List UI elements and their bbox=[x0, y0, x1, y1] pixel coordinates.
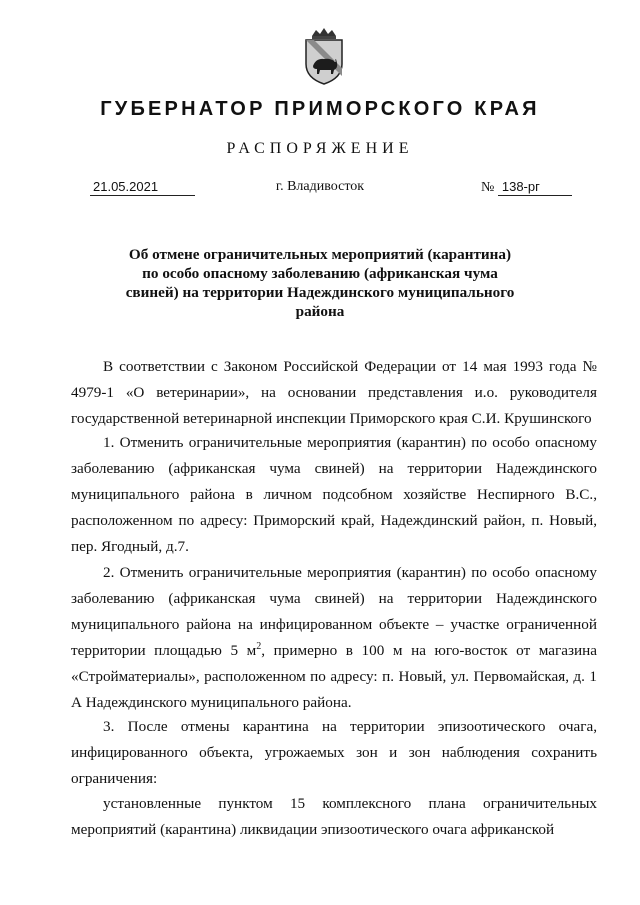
item-3-paragraph: 3. После отмены карантина на территории эпизоотического очага, инфицированного объекта, угрожаемых зон и зон наблюдения сохранить ограничения: bbox=[71, 718, 597, 787]
document-heading: Об отмене ограничительных мероприятий (карантина) по особо опасному заболеванию (африканская чума свиней) на территории Надеждинского муниципального района bbox=[125, 246, 515, 320]
document-number-block bbox=[481, 178, 572, 196]
issuer-title: ГУБЕРНАТОР ПРИМОРСКОГО КРАЯ bbox=[100, 98, 540, 120]
document-number: 138-рг bbox=[498, 178, 572, 196]
item-2-text-a: 2. Отменить ограничительные мероприятия (карантин) по особо опасному заболеванию (африканская чума свиней) на территории Надеждинского муниципального района на инфицированном объекте – участке ограниченной территории площадью 5 м bbox=[71, 564, 597, 659]
document-meta-row bbox=[0, 178, 640, 198]
area-unit-superscript: 2 bbox=[256, 640, 262, 652]
item-2-text-b: , примерно в 100 м на юго-восток от магазина «Стройматериалы», расположенном по адресу: п. Новый, ул. Первомайская, д. 1 А Надеждинского муниципального района. bbox=[71, 642, 598, 711]
coat-of-arms-icon bbox=[300, 28, 348, 86]
item-1-paragraph: 1. Отменить ограничительные мероприятия (карантин) по особо опасному заболеванию (африканская чума свиней) на территории Надеждинского муниципального района в личном подсобном хозяйстве Неспирного В.С., расположенном по адресу: Приморский край, Надеждинский район, п. Новый, пер. Ягодный, д.7. bbox=[71, 434, 597, 555]
number-sign: № bbox=[481, 180, 495, 195]
document-date: 21.05.2021 bbox=[90, 178, 195, 196]
intro-paragraph: В соответствии с Законом Российской Федерации от 14 мая 1993 года № 4979-1 «О ветеринарии», на основании представления и.о. руководителя государственной ветеринарной инспекции Приморского края С.И. Крушинского bbox=[71, 358, 597, 427]
item-2-paragraph bbox=[71, 560, 597, 716]
document-type: РАСПОРЯЖЕНИЕ bbox=[226, 140, 414, 157]
document-city: г. Владивосток bbox=[275, 179, 365, 194]
restrictions-paragraph: установленные пунктом 15 комплексного плана ограничительных мероприятий (карантина) ликвидации эпизоотического очага африканской bbox=[71, 795, 597, 838]
